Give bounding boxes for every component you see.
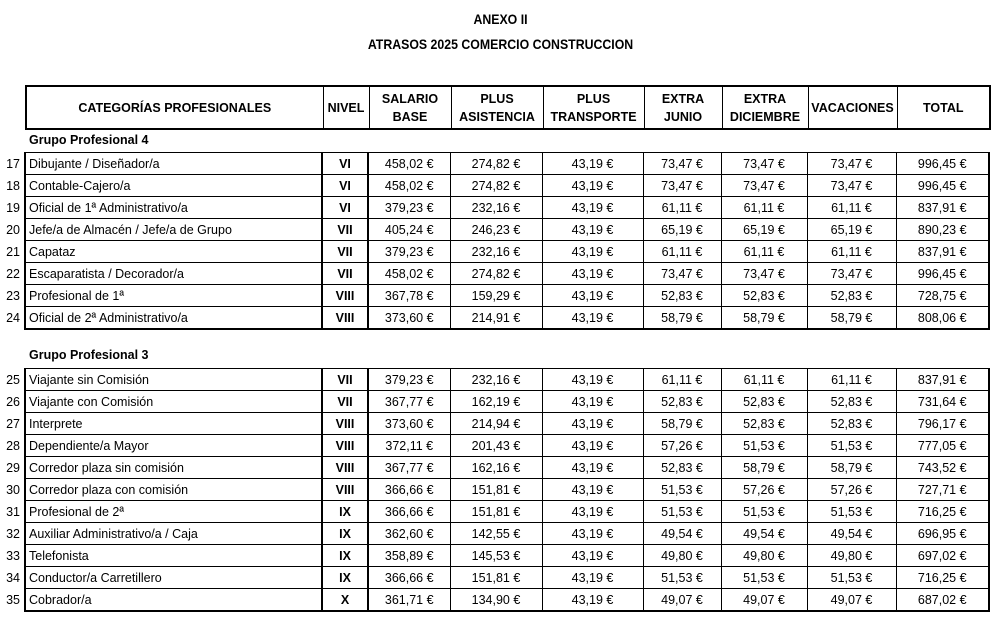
extra-junio-cell: 51,53 € [643,567,721,589]
salario-base-cell: 379,23 € [368,369,450,391]
table-row [3,263,989,285]
vacaciones-cell: 65,19 € [807,219,896,241]
category-cell: Viajante con Comisión [25,391,322,413]
row-number: 33 [6,548,20,563]
extra-diciembre-cell: 52,83 € [721,413,807,435]
vacaciones-cell: 61,11 € [807,369,896,391]
plus-asistencia-cell: 274,82 € [450,263,542,285]
vacaciones-cell: 49,80 € [807,545,896,567]
category-cell: Oficial de 1ª Administrativo/a [25,197,322,219]
total-cell: 996,45 € [896,153,989,175]
extra-junio-cell: 58,79 € [643,413,721,435]
total-cell: 697,02 € [896,545,989,567]
total-cell: 716,25 € [896,501,989,523]
plus-transporte-cell: 43,19 € [542,457,643,479]
extra-junio-cell: 61,11 € [643,197,721,219]
extra-diciembre-cell: 65,19 € [721,219,807,241]
extra-diciembre-cell: 61,11 € [721,241,807,263]
category-cell: Auxiliar Administrativo/a / Caja [25,523,322,545]
nivel-cell: X [322,589,368,612]
nivel-cell: VIII [322,479,368,501]
table-row [3,501,989,523]
extra-diciembre-cell: 61,11 € [721,197,807,219]
nivel-cell: VIII [322,435,368,457]
plus-transporte-cell: 43,19 € [542,523,643,545]
category-cell: Corredor plaza con comisión [25,479,322,501]
extra-diciembre-cell: 57,26 € [721,479,807,501]
table-row [3,175,989,197]
nivel-cell: IX [322,501,368,523]
extra-junio-cell: 49,07 € [643,589,721,612]
row-number: 31 [6,504,20,519]
plus-asistencia-cell: 274,82 € [450,175,542,197]
plus-asistencia-cell: 232,16 € [450,241,542,263]
table-row [3,369,989,391]
nivel-cell: VI [322,175,368,197]
total-cell: 777,05 € [896,435,989,457]
nivel-cell: VII [322,369,368,391]
table-row [3,391,989,413]
group-title-3: Grupo Profesional 3 [29,348,149,362]
plus-transporte-cell: 43,19 € [542,153,643,175]
plus-transporte-cell: 43,19 € [542,567,643,589]
vacaciones-cell: 73,47 € [807,153,896,175]
salario-base-cell: 366,66 € [368,479,450,501]
table-row [3,567,989,589]
extra-junio-cell: 61,11 € [643,369,721,391]
extra-diciembre-cell: 49,07 € [721,589,807,612]
nivel-cell: VII [322,391,368,413]
nivel-cell: VI [322,197,368,219]
group-4-table [3,152,990,330]
category-cell: Profesional de 2ª [25,501,322,523]
plus-transporte-cell: 43,19 € [542,545,643,567]
extra-diciembre-cell: 49,80 € [721,545,807,567]
extra-junio-cell: 51,53 € [643,501,721,523]
nivel-cell: VII [322,219,368,241]
row-number: 35 [6,592,20,607]
vacaciones-cell: 52,83 € [807,413,896,435]
row-number: 19 [6,200,20,215]
total-cell: 996,45 € [896,263,989,285]
vacaciones-cell: 73,47 € [807,263,896,285]
row-number: 25 [6,372,20,387]
category-cell: Dibujante / Diseñador/a [25,153,322,175]
plus-asistencia-cell: 151,81 € [450,501,542,523]
header-salario-base: SALARIO BASE [369,86,451,129]
table-row [3,241,989,263]
table-row [3,413,989,435]
extra-diciembre-cell: 52,83 € [721,285,807,307]
total-cell: 731,64 € [896,391,989,413]
nivel-cell: IX [322,567,368,589]
table-row [3,219,989,241]
salario-base-cell: 367,77 € [368,457,450,479]
plus-asistencia-cell: 214,91 € [450,307,542,330]
extra-junio-cell: 49,54 € [643,523,721,545]
document-subtitle: ATRASOS 2025 COMERCIO CONSTRUCCION [367,36,634,52]
row-number: 26 [6,394,20,409]
plus-asistencia-cell: 151,81 € [450,479,542,501]
header-total: TOTAL [897,86,990,129]
vacaciones-cell: 51,53 € [807,567,896,589]
plus-asistencia-cell: 274,82 € [450,153,542,175]
row-number: 27 [6,416,20,431]
salario-base-cell: 458,02 € [368,263,450,285]
salario-base-cell: 373,60 € [368,307,450,330]
table-row [3,589,989,612]
vacaciones-cell: 61,11 € [807,241,896,263]
nivel-cell: VIII [322,413,368,435]
table-row [3,197,989,219]
salario-base-cell: 361,71 € [368,589,450,612]
extra-junio-cell: 73,47 € [643,175,721,197]
header-vacaciones: VACACIONES [808,86,897,129]
salario-base-cell: 358,89 € [368,545,450,567]
row-number: 28 [6,438,20,453]
nivel-cell: VI [322,153,368,175]
plus-asistencia-cell: 214,94 € [450,413,542,435]
plus-asistencia-cell: 162,16 € [450,457,542,479]
row-number: 24 [6,310,20,325]
row-number: 29 [6,460,20,475]
extra-junio-cell: 49,80 € [643,545,721,567]
salario-base-cell: 367,78 € [368,285,450,307]
plus-asistencia-cell: 142,55 € [450,523,542,545]
row-number: 17 [6,156,20,171]
row-number: 22 [6,266,20,281]
row-number: 30 [6,482,20,497]
nivel-cell: VII [322,263,368,285]
total-cell: 890,23 € [896,219,989,241]
plus-asistencia-cell: 145,53 € [450,545,542,567]
salario-base-cell: 373,60 € [368,413,450,435]
header-extra-junio: EXTRA JUNIO [644,86,722,129]
header-categorias: CATEGORÍAS PROFESIONALES [78,100,272,115]
vacaciones-cell: 58,79 € [807,457,896,479]
vacaciones-cell: 57,26 € [807,479,896,501]
vacaciones-cell: 58,79 € [807,307,896,330]
salario-base-cell: 405,24 € [368,219,450,241]
extra-junio-cell: 73,47 € [643,153,721,175]
category-cell: Interprete [25,413,322,435]
extra-junio-cell: 65,19 € [643,219,721,241]
group-3-table [3,368,990,612]
plus-transporte-cell: 43,19 € [542,589,643,612]
plus-transporte-cell: 43,19 € [542,479,643,501]
extra-diciembre-cell: 52,83 € [721,391,807,413]
salario-base-cell: 379,23 € [368,241,450,263]
total-cell: 696,95 € [896,523,989,545]
category-cell: Viajante sin Comisión [25,369,322,391]
plus-transporte-cell: 43,19 € [542,391,643,413]
table-row [3,545,989,567]
total-cell: 716,25 € [896,567,989,589]
extra-diciembre-cell: 51,53 € [721,501,807,523]
row-number: 20 [6,222,20,237]
nivel-cell: VIII [322,307,368,330]
header-extra-diciembre: EXTRA DICIEMBRE [722,86,808,129]
total-cell: 808,06 € [896,307,989,330]
plus-transporte-cell: 43,19 € [542,435,643,457]
vacaciones-cell: 73,47 € [807,175,896,197]
row-number: 34 [6,570,20,585]
plus-transporte-cell: 43,19 € [542,285,643,307]
extra-diciembre-cell: 58,79 € [721,457,807,479]
plus-asistencia-cell: 201,43 € [450,435,542,457]
extra-diciembre-cell: 58,79 € [721,307,807,330]
category-cell: Jefe/a de Almacén / Jefe/a de Grupo [25,219,322,241]
total-cell: 837,91 € [896,369,989,391]
category-cell: Profesional de 1ª [25,285,322,307]
extra-diciembre-cell: 51,53 € [721,567,807,589]
category-cell: Corredor plaza sin comisión [25,457,322,479]
plus-transporte-cell: 43,19 € [542,197,643,219]
category-cell: Escaparatista / Decorador/a [25,263,322,285]
nivel-cell: VIII [322,457,368,479]
table-header [25,85,991,130]
category-cell: Conductor/a Carretillero [25,567,322,589]
table-row [3,153,989,175]
plus-transporte-cell: 43,19 € [542,413,643,435]
extra-junio-cell: 52,83 € [643,391,721,413]
category-cell: Dependiente/a Mayor [25,435,322,457]
total-cell: 996,45 € [896,175,989,197]
total-cell: 743,52 € [896,457,989,479]
extra-junio-cell: 57,26 € [643,435,721,457]
extra-diciembre-cell: 49,54 € [721,523,807,545]
header-plus-transporte: PLUS TRANSPORTE [543,86,644,129]
category-cell: Oficial de 2ª Administrativo/a [25,307,322,330]
total-cell: 837,91 € [896,241,989,263]
plus-asistencia-cell: 162,19 € [450,391,542,413]
plus-asistencia-cell: 232,16 € [450,369,542,391]
total-cell: 687,02 € [896,589,989,612]
plus-transporte-cell: 43,19 € [542,501,643,523]
category-cell: Cobrador/a [25,589,322,612]
salario-base-cell: 366,66 € [368,567,450,589]
salario-base-cell: 379,23 € [368,197,450,219]
table-row [3,307,989,330]
plus-transporte-cell: 43,19 € [542,263,643,285]
plus-asistencia-cell: 151,81 € [450,567,542,589]
table-row [3,479,989,501]
salario-base-cell: 366,66 € [368,501,450,523]
extra-junio-cell: 58,79 € [643,307,721,330]
row-number: 23 [6,288,20,303]
plus-transporte-cell: 43,19 € [542,175,643,197]
vacaciones-cell: 52,83 € [807,391,896,413]
salario-base-cell: 362,60 € [368,523,450,545]
total-cell: 727,71 € [896,479,989,501]
nivel-cell: VIII [322,285,368,307]
extra-diciembre-cell: 73,47 € [721,153,807,175]
extra-diciembre-cell: 73,47 € [721,263,807,285]
extra-junio-cell: 61,11 € [643,241,721,263]
vacaciones-cell: 49,07 € [807,589,896,612]
vacaciones-cell: 49,54 € [807,523,896,545]
nivel-cell: IX [322,545,368,567]
plus-asistencia-cell: 134,90 € [450,589,542,612]
category-cell: Telefonista [25,545,322,567]
table-row [3,457,989,479]
plus-transporte-cell: 43,19 € [542,219,643,241]
salario-base-cell: 458,02 € [368,153,450,175]
salario-base-cell: 458,02 € [368,175,450,197]
nivel-cell: VII [322,241,368,263]
vacaciones-cell: 61,11 € [807,197,896,219]
category-cell: Capataz [25,241,322,263]
plus-asistencia-cell: 159,29 € [450,285,542,307]
plus-asistencia-cell: 246,23 € [450,219,542,241]
total-cell: 837,91 € [896,197,989,219]
plus-asistencia-cell: 232,16 € [450,197,542,219]
table-row [3,285,989,307]
category-cell: Contable-Cajero/a [25,175,322,197]
group-title-4: Grupo Profesional 4 [29,133,149,147]
extra-junio-cell: 51,53 € [643,479,721,501]
header-nivel: NIVEL [323,86,369,129]
vacaciones-cell: 51,53 € [807,435,896,457]
table-row [3,523,989,545]
salario-base-cell: 372,11 € [368,435,450,457]
extra-diciembre-cell: 61,11 € [721,369,807,391]
row-number: 18 [6,178,20,193]
extra-junio-cell: 52,83 € [643,457,721,479]
vacaciones-cell: 51,53 € [807,501,896,523]
row-number: 21 [6,244,20,259]
table-row [3,435,989,457]
salario-base-cell: 367,77 € [368,391,450,413]
nivel-cell: IX [322,523,368,545]
plus-transporte-cell: 43,19 € [542,307,643,330]
extra-junio-cell: 73,47 € [643,263,721,285]
extra-junio-cell: 52,83 € [643,285,721,307]
vacaciones-cell: 52,83 € [807,285,896,307]
total-cell: 796,17 € [896,413,989,435]
plus-transporte-cell: 43,19 € [542,241,643,263]
row-number: 32 [6,526,20,541]
header-plus-asistencia: PLUS ASISTENCIA [451,86,543,129]
document-title: ANEXO II [473,11,528,27]
extra-diciembre-cell: 51,53 € [721,435,807,457]
extra-diciembre-cell: 73,47 € [721,175,807,197]
plus-transporte-cell: 43,19 € [542,369,643,391]
total-cell: 728,75 € [896,285,989,307]
